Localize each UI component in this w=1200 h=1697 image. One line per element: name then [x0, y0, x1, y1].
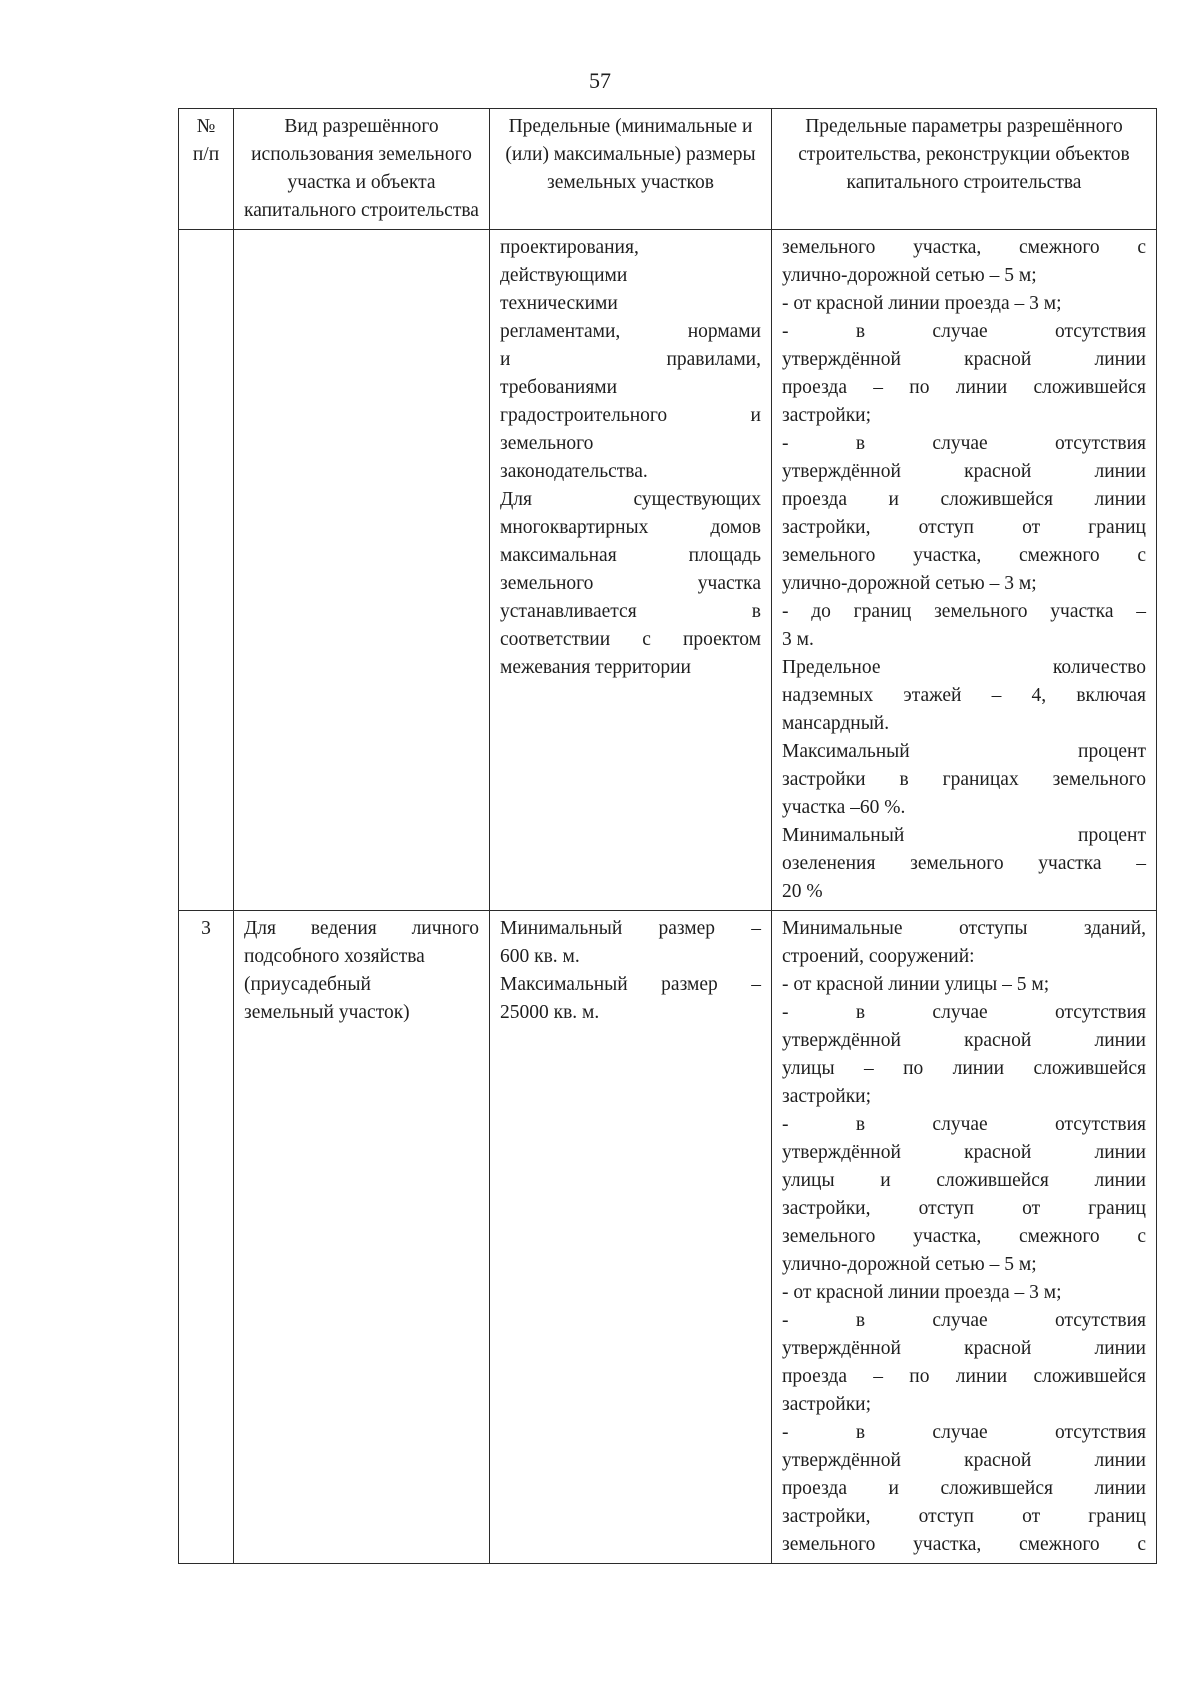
text-line: застройки в границах земельного — [782, 769, 1146, 790]
text-line: многоквартирных домов — [500, 517, 761, 538]
text-line: земельного участка, смежного с — [782, 1226, 1146, 1247]
text-line: 25000 кв. м. — [500, 1002, 600, 1023]
text-line: утверждённой красной линии — [782, 1338, 1146, 1359]
header-construction-params: Предельные параметры разрешённого строительства, реконструкции объектов капитального строительства — [772, 109, 1157, 230]
text-line: - в случае отсутствия — [782, 1114, 1146, 1135]
text-line: земельный участок) — [244, 1002, 410, 1023]
text-line: утверждённой красной линии — [782, 1142, 1146, 1163]
text-line: утверждённой красной линии — [782, 349, 1146, 370]
text-line: озеленения земельного участка – — [782, 853, 1146, 874]
text-line: Максимальный размер – — [500, 974, 761, 995]
row-number-cell: 3 — [179, 911, 234, 1564]
table-row — [179, 230, 1157, 911]
permitted-use-cell — [234, 230, 490, 911]
text-line: земельного участка, смежного с — [782, 545, 1146, 566]
text-line: проезда – по линии сложившейся — [782, 1366, 1146, 1387]
text-line: Минимальный процент — [782, 825, 1146, 846]
header-number: № п/п — [179, 109, 234, 230]
text-line: застройки, отступ от границ — [782, 1506, 1146, 1527]
text-line: проезда и сложившейся линии — [782, 489, 1146, 510]
text-line: подсобного хозяйства — [244, 946, 425, 967]
text-line: мансардный. — [782, 713, 890, 734]
text-line: законодательства. — [500, 461, 648, 482]
text-line: требованиями — [500, 377, 618, 398]
row-number-cell — [179, 230, 234, 911]
construction-params-cell — [772, 230, 1157, 911]
text-line: градостроительного и — [500, 405, 761, 426]
text-line: 20 % — [782, 881, 823, 902]
text-line: проезда – по линии сложившейся — [782, 377, 1146, 398]
text-line: застройки, отступ от границ — [782, 517, 1146, 538]
table-header-row — [179, 109, 1157, 230]
regulations-table — [178, 108, 1157, 1564]
plot-sizes-cell — [490, 911, 772, 1564]
text-line: застройки; — [782, 1394, 872, 1415]
text-line: улицы – по линии сложившейся — [782, 1058, 1146, 1079]
text-line: - до границ земельного участка – — [782, 601, 1146, 622]
text-line: 600 кв. м. — [500, 946, 580, 967]
text-line: 3 м. — [782, 629, 814, 650]
text-line: - в случае отсутствия — [782, 433, 1146, 454]
text-line: земельного участка — [500, 573, 761, 594]
plot-sizes-cell — [490, 230, 772, 911]
text-line: Минимальный размер – — [500, 918, 761, 939]
text-line: Минимальные отступы зданий, — [782, 918, 1146, 939]
text-line: Для существующих — [500, 489, 761, 510]
text-line: (приусадебный — [244, 974, 371, 995]
text-line: межевания территории — [500, 657, 691, 678]
text-line: - в случае отсутствия — [782, 1310, 1146, 1331]
text-line: Предельное количество — [782, 657, 1146, 678]
text-line: улично-дорожной сетью – 5 м; — [782, 1254, 1037, 1275]
text-line: улично-дорожной сетью – 3 м; — [782, 573, 1037, 594]
text-line: застройки, отступ от границ — [782, 1198, 1146, 1219]
text-line: регламентами, нормами — [500, 321, 761, 342]
text-line: улицы и сложившейся линии — [782, 1170, 1146, 1191]
text-line: и правилами, — [500, 349, 761, 370]
text-line: - от красной линии проезда – 3 м; — [782, 1282, 1062, 1303]
text-line: - от красной линии улицы – 5 м; — [782, 974, 1050, 995]
header-plot-sizes: Предельные (минимальные и (или) максимальные) размеры земельных участков — [490, 109, 772, 230]
text-line: - в случае отсутствия — [782, 1002, 1146, 1023]
text-line: утверждённой красной линии — [782, 461, 1146, 482]
construction-params-cell — [772, 911, 1157, 1564]
text-line: - в случае отсутствия — [782, 321, 1146, 342]
text-line: застройки; — [782, 1086, 872, 1107]
text-line: Для ведения личного — [244, 918, 479, 939]
text-line: Максимальный процент — [782, 741, 1146, 762]
text-line: строений, сооружений: — [782, 946, 975, 967]
text-line: проезда и сложившейся линии — [782, 1478, 1146, 1499]
text-line: соответствии с проектом — [500, 629, 761, 650]
text-line: участка –60 %. — [782, 797, 906, 818]
text-line: надземных этажей – 4, включая — [782, 685, 1146, 706]
text-line: земельного участка, смежного с — [782, 1534, 1146, 1555]
text-line: - в случае отсутствия — [782, 1422, 1146, 1443]
text-line: утверждённой красной линии — [782, 1450, 1146, 1471]
text-line: максимальная площадь — [500, 545, 761, 566]
text-line: утверждённой красной линии — [782, 1030, 1146, 1051]
page-number: 57 — [589, 68, 611, 93]
text-line: застройки; — [782, 405, 872, 426]
text-line: земельного — [500, 433, 594, 454]
text-line: устанавливается в — [500, 601, 761, 622]
text-line: - от красной линии проезда – 3 м; — [782, 293, 1062, 314]
text-line: действующими — [500, 265, 628, 286]
permitted-use-cell — [234, 911, 490, 1564]
table-row — [179, 911, 1157, 1564]
text-line: техническими — [500, 293, 618, 314]
text-line: проектирования, — [500, 237, 639, 258]
text-line: земельного участка, смежного с — [782, 237, 1146, 258]
header-permitted-use: Вид разрешённого использования земельного участка и объекта капитального строительства — [234, 109, 490, 230]
text-line: улично-дорожной сетью – 5 м; — [782, 265, 1037, 286]
